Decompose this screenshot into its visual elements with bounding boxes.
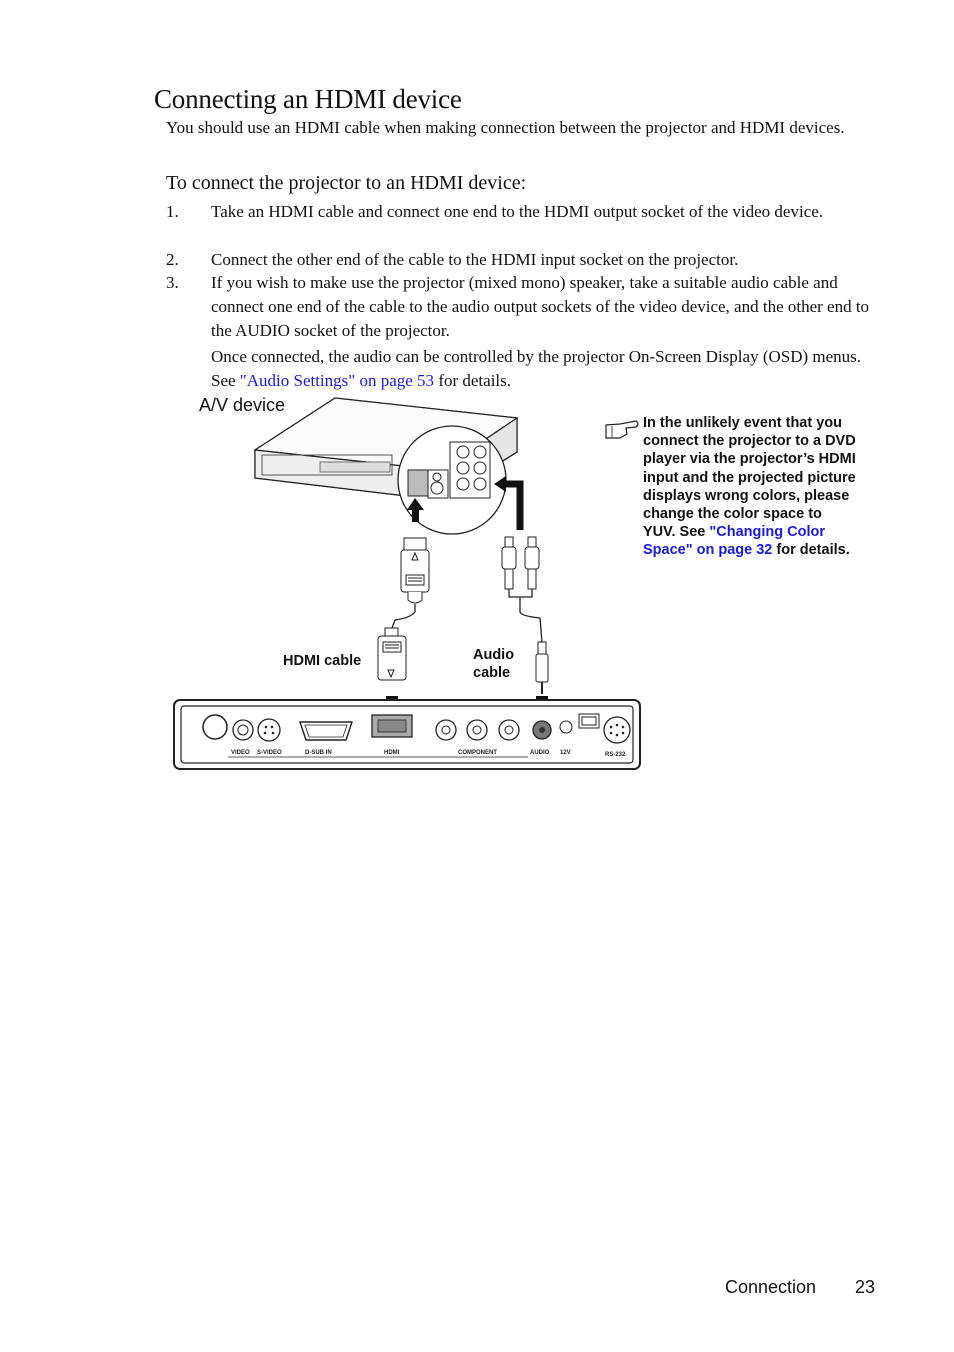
step-number: 2. (166, 250, 179, 269)
port-label-component: COMPONENT (458, 750, 497, 756)
page-number: 23 (855, 1277, 876, 1297)
changing-color-space-link[interactable]: "Changing Color Space" on page 32 (643, 524, 825, 559)
projector-back-panel (174, 700, 640, 769)
audio-plug (536, 642, 548, 694)
pointing-hand-icon (606, 421, 638, 438)
port-label-audio: AUDIO (530, 750, 550, 756)
audio-cable-label-line1: Audio (473, 647, 515, 663)
audio-settings-link[interactable]: "Audio Settings" on page 53 (239, 371, 435, 390)
page-title: Connecting an HDMI device (154, 84, 462, 114)
port-label-12v: 12V (560, 750, 571, 756)
port-label-hdmi: HDMI (384, 750, 400, 756)
step3-extra-text: Once connected, the audio can be controlled by the projector On-Screen Display (OSD) menus. See (211, 347, 862, 390)
section-subheading: To connect the projector to an HDMI device: (166, 172, 527, 194)
note-text: In the unlikely event that you connect the projector to a DVD player via the projector’s HDMI input and the projected picture displays wrong colors, please change the color space to YUV. See (643, 415, 856, 541)
step-text: If you wish to make use the projector (mixed mono) speaker, take a suitable audio cable and connect one end of the cable to the audio output sockets of the video device, and the other end to the AUDIO socket of the projector. (211, 273, 870, 340)
hdmi-connector-bottom (378, 628, 406, 680)
audio-cable-label (473, 646, 514, 682)
av-device-illustration (255, 398, 517, 534)
port-label-rs232: RS-232 (605, 752, 626, 758)
step-number: 3. (166, 273, 179, 292)
note-after: for details. (772, 542, 850, 559)
intro-paragraph: You should use an HDMI cable when making connection between the projector and HDMI devices. (166, 118, 845, 137)
av-device-label: A/V device (199, 395, 286, 415)
rca-connectors (502, 537, 542, 642)
step-text: Take an HDMI cable and connect one end to the HDMI output socket of the video device. (211, 202, 824, 221)
step3-extra-after: for details. (434, 371, 512, 390)
port-label-video: VIDEO (231, 750, 250, 756)
hdmi-cable-label: HDMI cable (283, 653, 362, 669)
note-box (643, 414, 858, 560)
hdmi-connector-top (401, 538, 429, 603)
audio-cable-label-line2: cable (473, 665, 511, 681)
step-number: 1. (166, 202, 179, 221)
port-label-dsub: D-SUB IN (305, 750, 332, 756)
step-text: Connect the other end of the cable to the HDMI input socket on the projector. (211, 250, 739, 269)
port-label-svideo: S-VIDEO (257, 750, 282, 756)
footer-section: Connection (725, 1277, 817, 1297)
